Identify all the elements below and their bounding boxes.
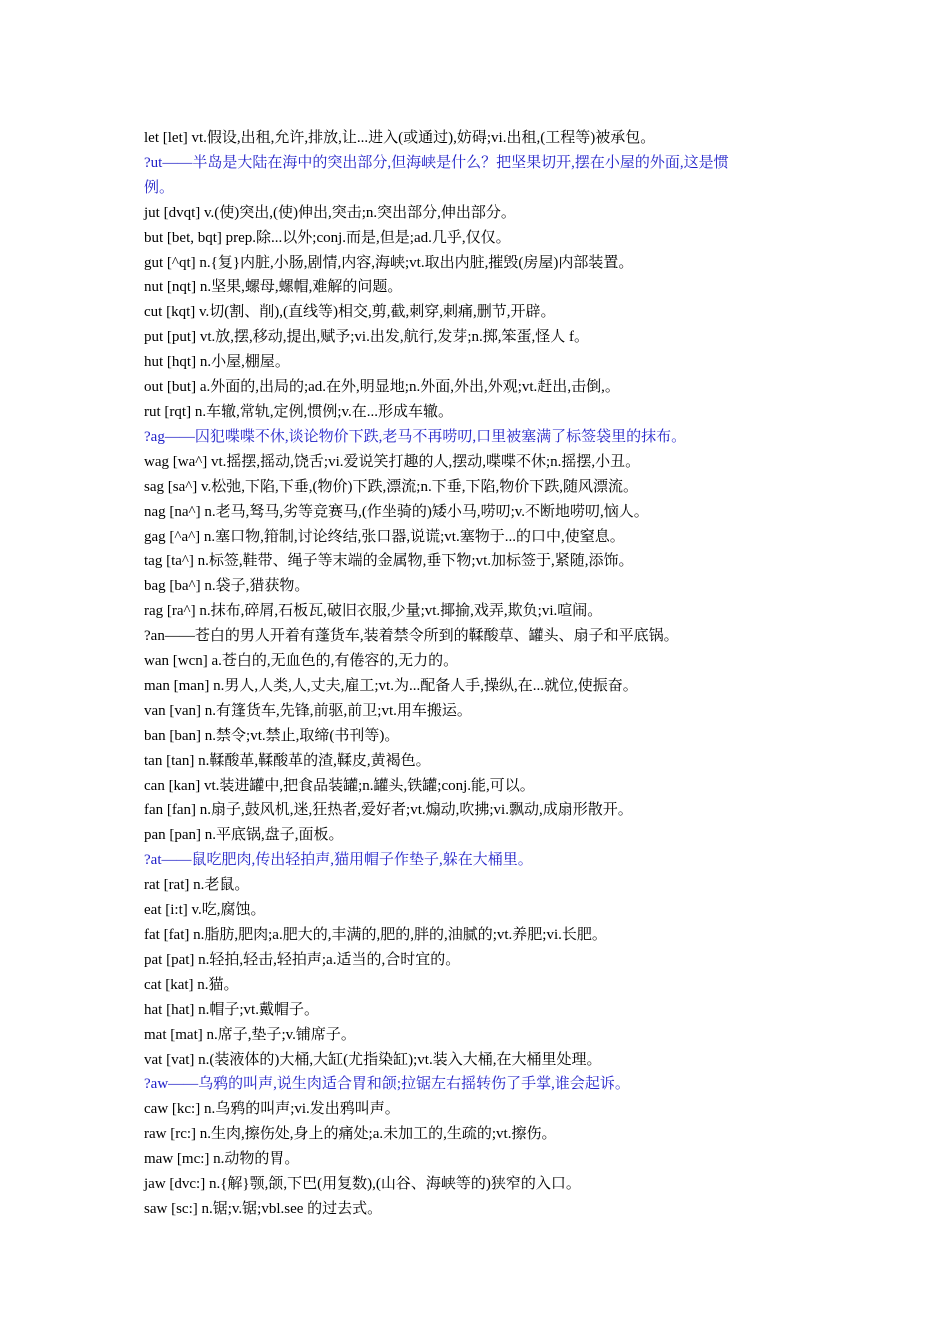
word-entry-line: but [bet, bqt] prep.除...以外;conj.而是,但是;ad.几乎,仅仅。 [144, 229, 511, 246]
word-entry-line: let [let] vt.假设,出租,允许,排放,让...进入(或通过),妨碍;vi.出租,(工程等)被承包。 [144, 130, 656, 146]
mnemonic-heading-line: ?aw——乌鸦的叫声,说生肉适合胃和颌;拉锯左右摇转伤了手掌,谁会起诉。 [144, 1076, 630, 1093]
word-entry-line: jut [dvqt] v.(使)突出,(使)伸出,突击;n.突出部分,伸出部分。 [144, 204, 516, 221]
mnemonic-heading-line: 例。 [144, 179, 175, 196]
word-entry-line: jaw [dvc:] n.{解}颚,颌,下巴(用复数),(山谷、海峡等的)狭窄的入口。 [144, 1176, 581, 1193]
word-entry-line: fat [fat] n.脂肪,肥肉;a.肥大的,丰满的,肥的,胖的,油腻的;vt.养肥;vi.长肥。 [144, 927, 607, 943]
word-entry-line: sag [sa^] v.松弛,下陷,下垂,(物价)下跌,漂流;n.下垂,下陷,物价下跌,随风漂流。 [144, 478, 638, 495]
word-entry-line: raw [rc:] n.生肉,擦伤处,身上的痛处;a.未加工的,生疏的;vt.擦伤。 [144, 1126, 557, 1143]
word-entry-line: tag [ta^] n.标签,鞋带、绳子等末端的金属物,垂下物;vt.加标签于,紧随,添饰。 [144, 553, 634, 570]
word-entry-line: man [man] n.男人,人类,人,丈夫,雇工;vt.为...配备人手,操纵,在...就位,使振奋。 [144, 677, 638, 694]
mnemonic-heading-line: ?ut——半岛是大陆在海中的突出部分,但海峡是什么？把坚果切开,摆在小屋的外面,这是惯 [144, 154, 729, 171]
word-entry-line: saw [sc:] n.锯;v.锯;vbl.see 的过去式。 [144, 1200, 383, 1217]
word-entry-line: wan [wcn] a.苍白的,无血色的,有倦容的,无力的。 [144, 653, 459, 670]
document-page [144, 126, 816, 1222]
word-entry-line: vat [vat] n.(装液体的)大桶,大缸(尤指染缸);vt.装入大桶,在大桶里处理。 [144, 1051, 602, 1068]
word-entry-line: rag [ra^] n.抹布,碎屑,石板瓦,破旧衣服,少量;vt.揶揄,戏弄,欺负;vi.喧闹。 [144, 603, 603, 620]
word-entry-line: fan [fan] n.扇子,鼓风机,迷,狂热者,爱好者;vt.煽动,吹拂;vi.飘动,成扇形散开。 [144, 802, 633, 819]
word-entry-line: caw [kc:] n.乌鸦的叫声;vi.发出鸦叫声。 [144, 1101, 400, 1118]
word-entry-line: hut [hqt] n.小屋,棚屋。 [144, 354, 290, 371]
word-entry-line: pan [pan] n.平底锅,盘子,面板。 [144, 827, 344, 844]
word-entry-line: wag [wa^] vt.摇摆,摇动,饶舌;vi.爱说笑打趣的人,摆动,喋喋不休;n.摇摆,小丑。 [144, 453, 641, 470]
word-entry-line: ban [ban] n.禁令;vt.禁止,取缔(书刊等)。 [144, 727, 400, 744]
word-entry-line: maw [mc:] n.动物的胃。 [144, 1151, 300, 1168]
word-entry-line: mat [mat] n.席子,垫子;v.铺席子。 [144, 1026, 356, 1043]
word-entry-line: eat [i:t] v.吃,腐蚀。 [144, 902, 266, 919]
word-entry-line: rat [rat] n.老鼠。 [144, 877, 250, 894]
word-entry-line: pat [pat] n.轻拍,轻击,轻拍声;a.适当的,合时宜的。 [144, 951, 461, 968]
word-entry-line: van [van] n.有篷货车,先锋,前驱,前卫;vt.用车搬运。 [144, 702, 472, 719]
mnemonic-heading-line: ?ag——囚犯喋喋不休,谈论物价下跌,老马不再唠叨,口里被塞满了标签袋里的抹布。 [144, 428, 687, 445]
word-entry-line: cat [kat] n.猫。 [144, 976, 239, 993]
word-entry-line: cut [kqt] v.切(割、削),(直线等)相交,剪,截,刺穿,刺痛,删节,开辟。 [144, 304, 556, 321]
word-entry-line: tan [tan] n.鞣酸革,鞣酸革的渣,鞣皮,黄褐色。 [144, 752, 431, 769]
mnemonic-heading-line: ?at——鼠吃肥肉,传出轻拍声,猫用帽子作垫子,躲在大桶里。 [144, 852, 533, 869]
word-entry-line: ?an——苍白的男人开着有蓬货车,装着禁令所到的鞣酸草、罐头、扇子和平底锅。 [144, 628, 679, 645]
word-entry-line: out [but] a.外面的,出局的;ad.在外,明显地;n.外面,外出,外观;vt.赶出,击倒,。 [144, 379, 620, 396]
word-entry-line: rut [rqt] n.车辙,常轨,定例,惯例;v.在...形成车辙。 [144, 403, 454, 420]
word-entry-line: can [kan] vt.装进罐中,把食品装罐;n.罐头,铁罐;conj.能,可以。 [144, 777, 535, 794]
word-entry-line: bag [ba^] n.袋子,猎获物。 [144, 578, 310, 595]
word-entry-line: put [put] vt.放,摆,移动,提出,赋予;vi.出发,航行,发芽;n.掷,笨蛋,怪人 f。 [144, 329, 589, 346]
word-entry-line: gag [^a^] n.塞口物,箝制,讨论终结,张口器,说谎;vt.塞物于...的口中,使窒息。 [144, 528, 625, 545]
word-entry-line: gut [^qt] n.{复}内脏,小肠,剧情,内容,海峡;vt.取出内脏,摧毁(房屋)内部装置。 [144, 254, 634, 271]
word-entry-line: nut [nqt] n.坚果,螺母,螺帽,难解的问题。 [144, 279, 403, 296]
word-entry-line: nag [na^] n.老马,驽马,劣等竞赛马,(作坐骑的)矮小马,唠叨;v.不断地唠叨,恼人。 [144, 503, 649, 520]
word-entry-line: hat [hat] n.帽子;vt.戴帽子。 [144, 1001, 319, 1018]
